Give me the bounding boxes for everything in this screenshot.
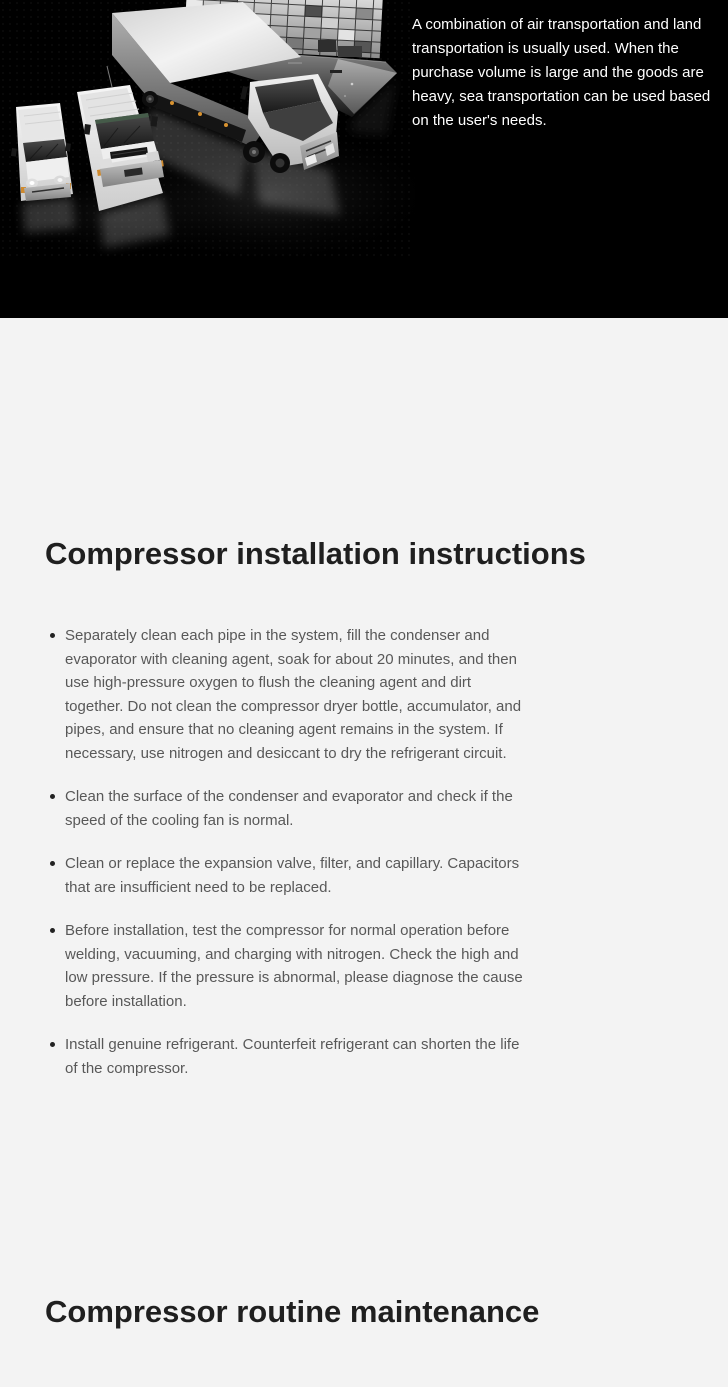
- section-title-maintenance: Compressor routine maintenance: [45, 1294, 540, 1329]
- hero-caption: A combination of air transportation and land transportation is usually used. When the purchase volume is large and the goods are heavy, sea transportation can be used based on the user's needs.: [412, 16, 711, 129]
- hero-section: [0, 0, 728, 318]
- list-item: Install genuine refrigerant. Counterfeit refrigerant can shorten the life of the compressor.: [49, 1033, 527, 1080]
- section-title-installation: Compressor installation instructions: [45, 536, 586, 571]
- list-item: Clean the surface of the condenser and evaporator and check if the speed of the cooling fan is normal.: [49, 785, 527, 832]
- list-item: Before installation, test the compressor for normal operation before welding, vacuuming, and charging with nitrogen. Check the high and low pressure. If the pressure is abnormal, please diagnose the cause before installation.: [49, 919, 527, 1013]
- list-item: Clean or replace the expansion valve, filter, and capillary. Capacitors that are insufficient need to be replaced.: [49, 852, 527, 899]
- transport-photo: [0, 0, 415, 318]
- installation-list: [49, 624, 527, 1080]
- list-item: Separately clean each pipe in the system, fill the condenser and evaporator with cleaning agent, soak for about 20 minutes, and then use high-pressure oxygen to flush the cleaning agent and dirt together. Do not clean the compressor dryer bottle, accumulator, and pipes, and ensure that no cleaning agent remains in the system. If necessary, use nitrogen and desiccant to dry the refrigerant circuit.: [49, 624, 527, 765]
- content-section: [0, 318, 728, 1387]
